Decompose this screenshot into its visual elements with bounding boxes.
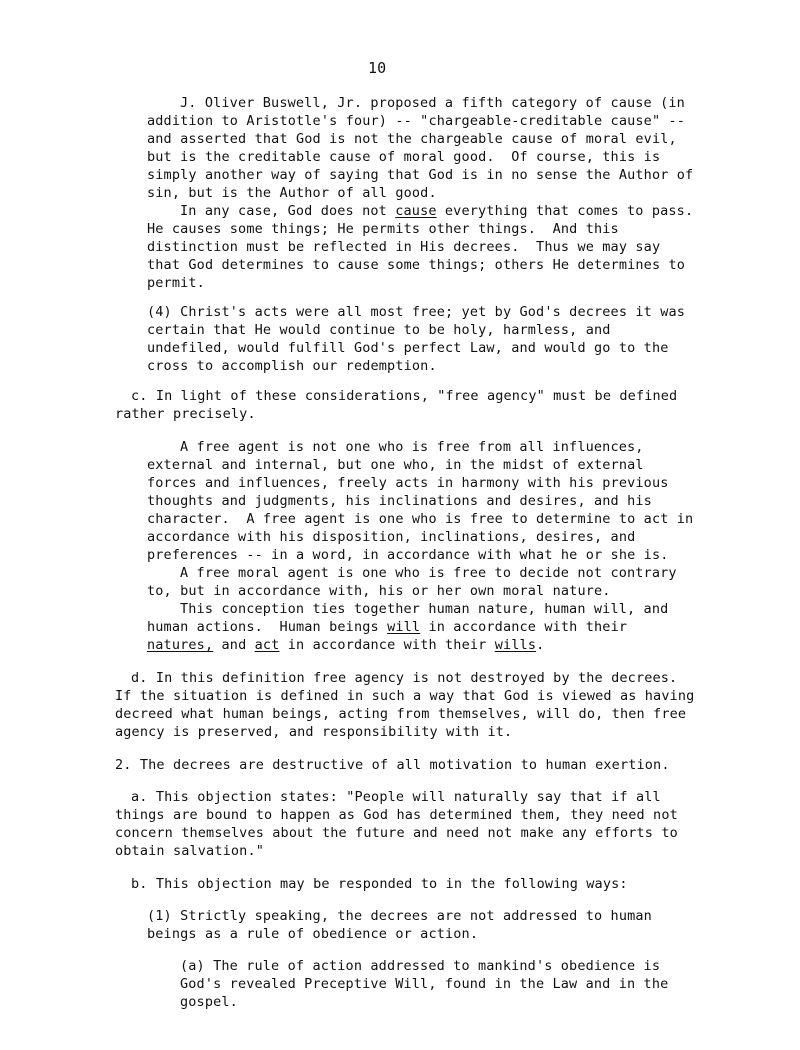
text-line: undefiled, would fulfill God's perfect Law, and would go to the [147,340,669,356]
text-line: A free agent is not one who is free from all influences, [180,439,644,455]
text-span: in accordance with their [420,619,628,635]
text-line: beings as a rule of obedience or action. [147,926,479,942]
text-line: agency is preserved, and responsibility with it. [115,724,513,740]
text-line: things are bound to happen as God has determined them, they need not [115,807,678,823]
text-line: obtain salvation." [115,843,264,859]
text-line: (a) The rule of action addressed to mankind's obedience is [180,958,661,974]
underlined-word: act [254,637,280,653]
text-line: b. This objection may be responded to in the following ways: [131,876,628,892]
text-line: addition to Aristotle's four) -- "chargeable-creditable cause" -- [147,113,686,129]
text-span: in accordance with their [279,637,495,653]
text-line: 2. The decrees are destructive of all motivation to human exertion. [115,757,670,773]
text-line: and asserted that God is not the chargeable cause of moral evil, [147,131,677,147]
text-span: In any case, God does not [180,203,396,219]
text-line: that God determines to cause some things; others He determines to [147,257,686,273]
text-line: (1) Strictly speaking, the decrees are not addressed to human [147,908,652,924]
text-line: d. In this definition free agency is not destroyed by the decrees. [131,670,678,686]
text-line: preferences -- in a word, in accordance with what he or she is. [147,547,669,563]
underlined-word: natures, [147,637,214,653]
text-span: human actions. Human beings [147,619,388,635]
text-line: God's revealed Preceptive Will, found in the Law and in the [180,976,669,992]
text-line: but is the creditable cause of moral good. Of course, this is [147,149,661,165]
text-line: cross to accomplish our redemption. [147,358,437,374]
text-line [147,637,544,655]
text-span: and [213,637,255,653]
text-line: A free moral agent is one who is free to decide not contrary [180,565,677,581]
text-line: sin, but is the Author of all good. [147,185,437,201]
text-line: certain that He would continue to be holy, harmless, and [147,322,611,338]
text-line: accordance with his disposition, inclinations, desires, and [147,529,636,545]
text-line: concern themselves about the future and need not make any efforts to [115,825,678,841]
text-line [147,619,627,637]
text-line: decreed what human beings, acting from themselves, will do, then free [115,706,687,722]
text-span: everything that comes to pass. [436,203,694,219]
text-line: permit. [147,275,205,291]
text-line [180,203,693,221]
text-line: This conception ties together human nature, human will, and [180,601,669,617]
text-line: gospel. [180,994,238,1010]
text-line: character. A free agent is one who is free to determine to act in [147,511,694,527]
text-span: . [536,637,545,653]
text-line: J. Oliver Buswell, Jr. proposed a fifth category of cause (in [180,95,685,111]
text-line: rather precisely. [115,406,256,422]
text-line: forces and influences, freely acts in harmony with his previous [147,475,669,491]
underlined-word: wills [494,637,537,653]
page-number: 10 [368,59,387,77]
text-line: to, but in accordance with, his or her own moral nature. [147,583,611,599]
text-line: a. This objection states: "People will naturally say that if all [131,789,661,805]
text-line: If the situation is defined in such a way that God is viewed as having [115,688,695,704]
text-line: c. In light of these considerations, "free agency" must be defined [131,388,678,404]
text-line: simply another way of saying that God is in no sense the Author of [147,167,694,183]
text-line: He causes some things; He permits other things. And this [147,221,619,237]
text-line: thoughts and judgments, his inclinations and desires, and his [147,493,652,509]
text-line: distinction must be reflected in His decrees. Thus we may say [147,239,661,255]
text-line: external and internal, but one who, in the midst of external [147,457,644,473]
text-line: (4) Christ's acts were all most free; yet by God's decrees it was [147,304,686,320]
underlined-word: will [387,619,421,635]
underlined-word: cause [395,203,437,219]
